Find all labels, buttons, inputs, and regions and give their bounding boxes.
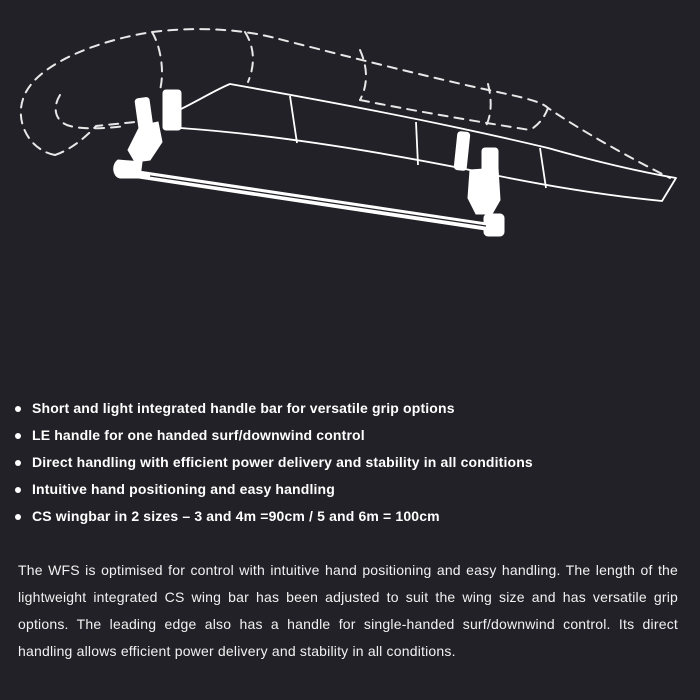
feature-list [14, 395, 533, 530]
bullet-icon [15, 460, 21, 466]
integrated-handle-bar [122, 172, 496, 228]
bullet-icon [15, 433, 21, 439]
wing-leading-edge [175, 84, 676, 201]
bullet-icon [15, 514, 21, 520]
left-handle-mount [114, 90, 181, 178]
feature-item [14, 449, 533, 476]
feature-item [14, 422, 533, 449]
product-description: The WFS is optimised for control with intuitive hand positioning and easy handling. The length of the lightweight integrated CS wing bar has been adjusted to suit the wing size and has versatile grip options. The leading edge also has a handle for single-handed surf/downwind control. Its direct handling allows efficient power delivery and stability in all conditions. [18, 562, 678, 659]
feature-text: CS wingbar in 2 sizes – 3 and 4m =90cm / 5 and 6m = 100cm [32, 508, 440, 524]
feature-text: LE handle for one handed surf/downwind control [32, 427, 365, 443]
wing-illustration [0, 0, 700, 300]
feature-text: Intuitive hand positioning and easy handling [32, 481, 335, 497]
feature-item [14, 395, 533, 422]
feature-item [14, 503, 533, 530]
feature-item [14, 476, 533, 503]
bullet-icon [15, 487, 21, 493]
feature-text: Short and light integrated handle bar for versatile grip options [32, 400, 455, 416]
feature-text: Direct handling with efficient power delivery and stability in all conditions [32, 454, 533, 470]
bullet-icon [15, 406, 21, 412]
